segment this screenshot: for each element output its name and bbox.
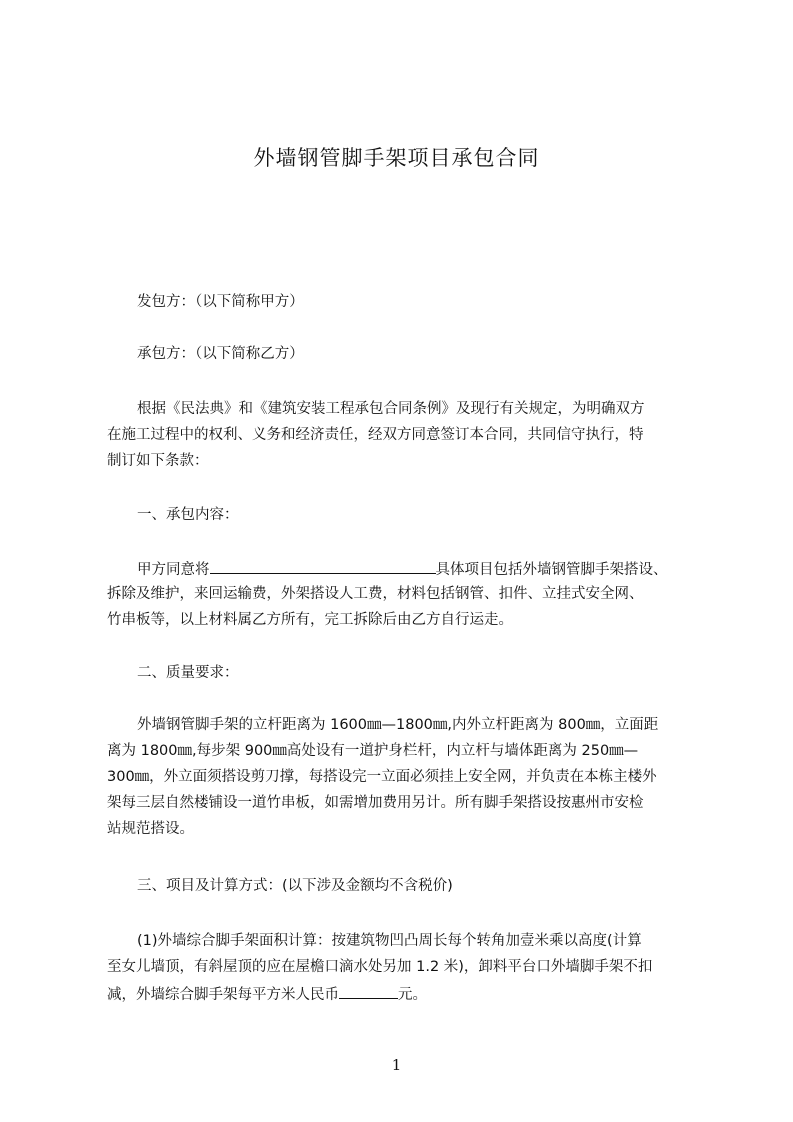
section-1-heading: 一、承包内容： [137, 507, 239, 523]
section-3-item-1-line-3 [107, 980, 707, 1006]
document-title: 外墙钢管脚手架项目承包合同 [253, 146, 540, 170]
section-2-line-5: 站规范搭设。 [107, 821, 194, 837]
section-3-item-1-paragraph [107, 928, 707, 1006]
section-1-line-2: 拆除及维护，来回运输费，外架搭设人工费，材料包括钢管、扣件、立挂式安全网、 [107, 586, 644, 602]
section-3-item-1-line-3-prefix: 减，外墙综合脚手架每平方米人民币 [107, 987, 339, 1003]
unit-price-blank [339, 980, 398, 999]
intro-paragraph [107, 396, 707, 474]
section-2-line-4: 架每三层自然楼铺设一道竹串板，如需增加费用另计。所有脚手架搭设按惠州市安检 [107, 795, 644, 811]
intro-line-1: 根据《民法典》和《建筑安装工程承包合同条例》及现行有关规定，为明确双方 [137, 401, 645, 417]
section-2-line-2: 离为 1800㎜,每步架 900㎜高处设有一道护身栏杆，内立杆与墙体距离为 250㎜— [107, 743, 639, 759]
section-1-line-3: 竹串板等，以上材料属乙方所有，完工拆除后由乙方自行运走。 [107, 612, 513, 628]
section-1-heading-line [107, 502, 707, 528]
section-1-line-1-suffix: 具体项目包括外墙钢管脚手架搭设、 [435, 562, 668, 578]
section-2-heading: 二、质量要求： [137, 665, 239, 681]
party-a-line [107, 289, 707, 315]
section-2-line-3: 300㎜，外立面须搭设剪刀撑，每搭设完一立面必须挂上安全网，并负责在本栋主楼外 [107, 769, 657, 785]
section-2-line-1: 外墙钢管脚手架的立杆距离为 1600㎜—1800㎜,内外立杆距离为 800㎜，立面距 [137, 717, 659, 733]
page-number: 1 [391, 1056, 402, 1074]
section-3-heading: 三、项目及计算方式：(以下涉及金额均不含税价) [137, 878, 453, 894]
party-a-text: 发包方：（以下简称甲方） [137, 294, 304, 310]
project-name-blank [210, 555, 436, 574]
section-3-item-1-line-1: (1)外墙综合脚手架面积计算：按建筑物凹凸周长每个转角加壹米乘以高度(计算 [137, 933, 642, 949]
section-3-heading-line [107, 873, 707, 899]
party-b-text: 承包方：（以下简称乙方） [137, 346, 304, 362]
party-b-line [107, 341, 707, 367]
section-2-heading-line [107, 660, 707, 686]
section-1-paragraph [107, 555, 707, 633]
section-3-item-1-line-3-suffix: 元。 [398, 987, 427, 1003]
section-1-line-1 [107, 555, 707, 581]
section-1-line-1-prefix: 甲方同意将 [137, 562, 210, 578]
intro-line-3: 制订如下条款： [107, 453, 209, 469]
section-3-item-1-line-2: 至女儿墙顶，有斜屋顶的应在屋檐口滴水处另加 1.2 米)，卸料平台口外墙脚手架不扣 [107, 959, 653, 975]
section-2-paragraph [107, 712, 707, 842]
intro-line-2: 在施工过程中的权利、义务和经济责任，经双方同意签订本合同，共同信守执行，特 [107, 427, 644, 443]
